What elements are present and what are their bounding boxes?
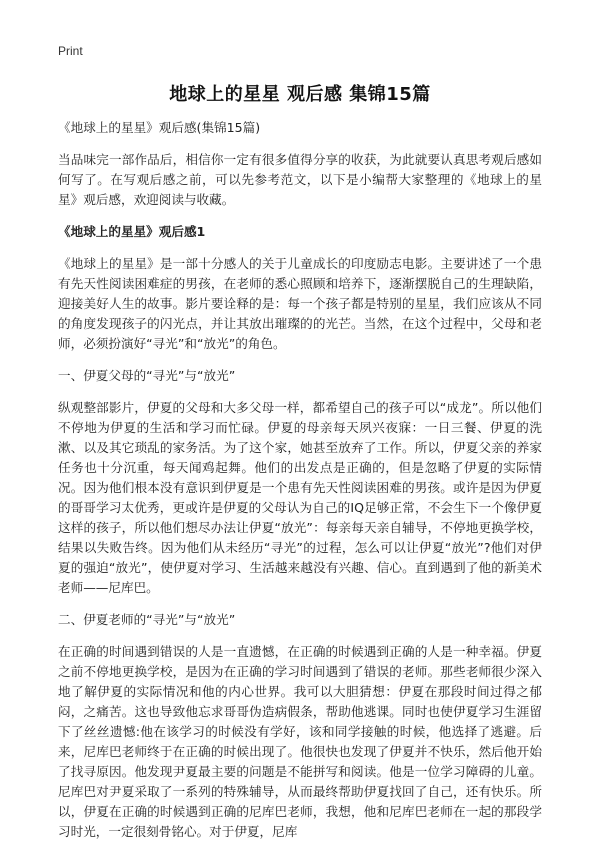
section-heading: 《地球上的星星》观后感1 [58,224,206,239]
print-label: Print [58,44,83,58]
document-title: 地球上的星星 观后感 集锦15篇 [169,84,431,105]
intro-paragraph: 当品味完一部作品后，相信你一定有很多值得分享的收获，为此就要认真思考观后感如何写了。在写观后感之前，可以先参考范文，以下是小编帮大家整理的《地球上的星星》观后感，欢迎阅读与收藏。 [58,152,542,207]
document-subtitle: 《地球上的星星》观后感(集锦15篇) [58,120,261,135]
section-paragraph: 《地球上的星星》是一部十分感人的关于儿童成长的印度励志电影。主要讲述了一个患有先天性阅读困难症的男孩，在老师的悉心照顾和培养下，逐渐摆脱自己的生理缺陷，迎接美好人生的故事。影片要诠释的是：每一个孩子都是特别的星星，我们应该从不同的角度发现孩子的闪光点，并让其放出璀璨的的光芒。当然，在这个过程中，父母和老师，必须扮演好“寻光”和“放光”的角色。 [58,256,542,351]
point-paragraph-2: 在正确的时间遇到错误的人是一直遗憾，在正确的时候遇到正确的人是一种幸福。伊夏之前不停地更换学校，是因为在正确的学习时间遇到了错误的老师。那些老师很少深入地了解伊夏的实际情况和他的内心世界。我可以大胆猜想：伊夏在那段时间过得之郁闷，之痛苦。这也导致他忘求哥哥伪造病假条，帮助他逃课。同时也使伊夏学习生涯留下了丝丝遗憾:他在该学习的时候没有学好，该和同学接触的时候，他选择了逃避。后来，尼库巴老师终于在正确的时候出现了。他很快也发现了伊夏并不快乐，然后他开始了找寻原因。他发现尹夏最主要的问题是不能拼写和阅读。他是一位学习障碍的儿童。尼库巴对尹夏采取了一系列的特殊辅导，从而最终帮助伊夏找回了自己，还有快乐。所以，伊夏在正确的时候遇到正确的尼库巴老师，我想，他和尼库巴老师在一起的那段学习时光，一定很刻骨铭心。对于伊夏，尼库 [58,644,542,839]
document-body [58,118,542,854]
point-heading-2: 二、伊夏老师的“寻光”与“放光” [58,612,236,627]
point-heading-1: 一、伊夏父母的“寻光”与“放光” [58,368,236,383]
point-paragraph-1: 纵观整部影片，伊夏的父母和大多父母一样，都希望自己的孩子可以“成龙”。所以他们不停地为伊夏的生活和学习而忙碌。伊夏的母亲每天夙兴夜寐：一日三餐、伊夏的洗漱、以及其它琐乱的家务活。为了这个家，她甚至放弃了工作。所以，伊夏父亲的养家任务也十分沉重，每天闻鸡起舞。他们的出发点是正确的，但是忽略了伊夏的实际情况。因为他们根本没有意识到伊夏是一个患有先天性阅读困难的男孩。或许是因为伊夏的哥哥学习太优秀，更或许是伊夏的父母认为自己的IQ足够正常，不会生下一个像伊夏这样的孩子，所以他们想尽办法让伊夏“放光”：每亲每天亲自辅导，不停地更换学校，结果以失败告终。因为他们从未经历“寻光”的过程，怎么可以让伊夏“放光”?他们对伊夏的强迫“放光”，使伊夏对学习、生活越来越没有兴趣、信心。直到遇到了他的新美术老师——尼库巴。 [58,400,542,595]
